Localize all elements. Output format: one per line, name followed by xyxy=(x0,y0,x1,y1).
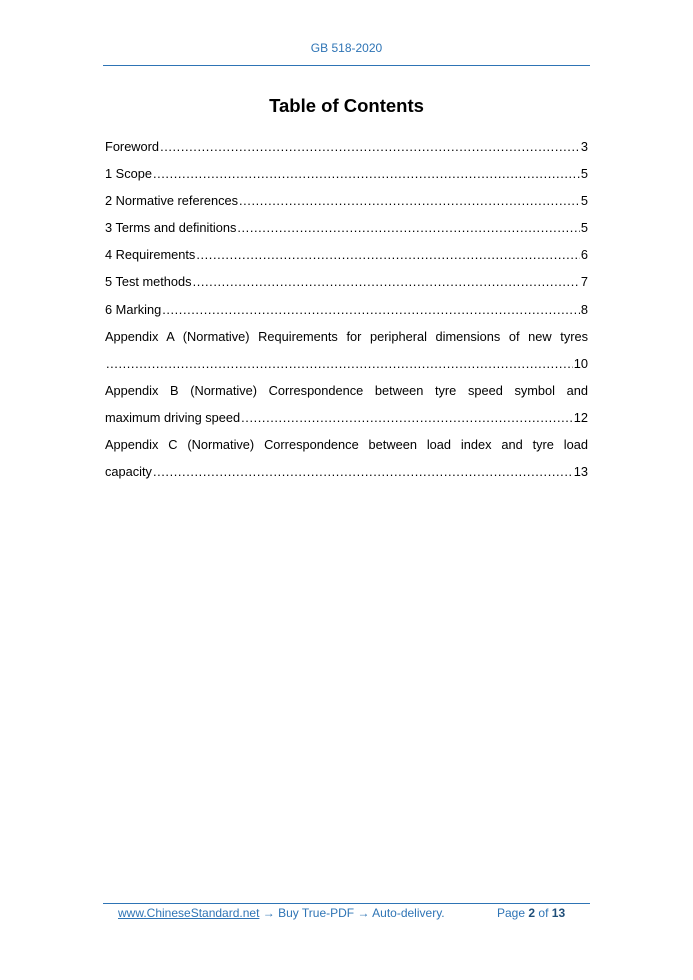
toc-entry-label: 2 Normative references xyxy=(105,193,238,209)
document-header-standard-number: GB 518-2020 xyxy=(310,41,383,55)
toc-title: Table of Contents xyxy=(269,95,424,116)
toc-entry-page: 5 xyxy=(580,220,588,236)
toc-leader-dots xyxy=(153,160,580,187)
arrow-right-icon: → xyxy=(262,906,275,920)
website-link[interactable]: www.ChineseStandard.net xyxy=(118,906,260,920)
toc-entry-label: Appendix A (Normative) Requirements for peripheral dimensions of new tyres xyxy=(105,328,588,344)
toc-leader-dots xyxy=(193,268,580,295)
toc-entry-scope[interactable] xyxy=(105,160,588,187)
toc-entry-label: Foreword xyxy=(105,139,160,154)
toc-entry-foreword[interactable] xyxy=(105,133,588,160)
toc-leader-dots xyxy=(153,458,573,485)
toc-entry-page: 3 xyxy=(580,139,588,154)
toc-entry-label: 1 Scope xyxy=(105,166,152,182)
toc-entry-page: 6 xyxy=(580,247,588,263)
toc-entry-page: 5 xyxy=(580,193,588,209)
toc-leader-dots xyxy=(237,214,580,241)
toc-entry-page: 12 xyxy=(573,409,588,425)
toc-entry-label-continued: capacity xyxy=(105,464,152,480)
toc-entry-marking[interactable] xyxy=(105,296,588,323)
current-page-number: 2 xyxy=(528,906,536,920)
toc-leader-dots xyxy=(160,133,580,160)
footer-divider xyxy=(103,903,590,904)
toc-entry-normative-references[interactable] xyxy=(105,187,588,214)
auto-delivery-text: Auto-delivery. xyxy=(372,906,445,920)
buy-true-pdf-text: Buy True-PDF xyxy=(278,906,355,920)
toc-entry-appendix-a[interactable] xyxy=(105,323,588,377)
page-indicator xyxy=(497,906,565,920)
toc-leader-dots xyxy=(241,404,573,431)
toc-entry-label: 3 Terms and definitions xyxy=(105,220,237,236)
toc-leader-dots xyxy=(239,187,580,214)
toc-entry-label: Appendix B (Normative) Correspondence between tyre speed symbol and xyxy=(105,382,588,398)
toc-entry-label: 4 Requirements xyxy=(105,247,196,263)
page-word: Page xyxy=(497,906,526,920)
toc-entry-page: 8 xyxy=(580,301,588,317)
toc-entry-page: 5 xyxy=(580,166,588,182)
total-page-count: 13 xyxy=(551,906,566,920)
toc-entry-requirements[interactable] xyxy=(105,241,588,268)
table-of-contents xyxy=(105,133,588,485)
header-divider xyxy=(103,65,590,66)
page-footer xyxy=(118,906,588,920)
of-word: of xyxy=(538,906,549,920)
toc-entry-page: 13 xyxy=(573,464,588,480)
toc-entry-terms-and-definitions[interactable] xyxy=(105,214,588,241)
toc-leader-dots xyxy=(162,296,580,323)
toc-leader-dots xyxy=(106,350,573,377)
toc-entry-page: 7 xyxy=(580,274,588,290)
toc-entry-appendix-b[interactable] xyxy=(105,377,588,431)
toc-entry-label-continued: maximum driving speed xyxy=(105,409,241,425)
toc-entry-page: 10 xyxy=(573,355,588,371)
toc-entry-label: Appendix C (Normative) Correspondence between load index and tyre load xyxy=(105,437,588,453)
toc-entry-label: 6 Marking xyxy=(105,301,162,317)
toc-entry-test-methods[interactable] xyxy=(105,268,588,295)
toc-entry-appendix-c[interactable] xyxy=(105,431,588,485)
arrow-right-icon: → xyxy=(357,906,370,920)
toc-entry-label: 5 Test methods xyxy=(105,274,192,290)
toc-leader-dots xyxy=(196,241,580,268)
